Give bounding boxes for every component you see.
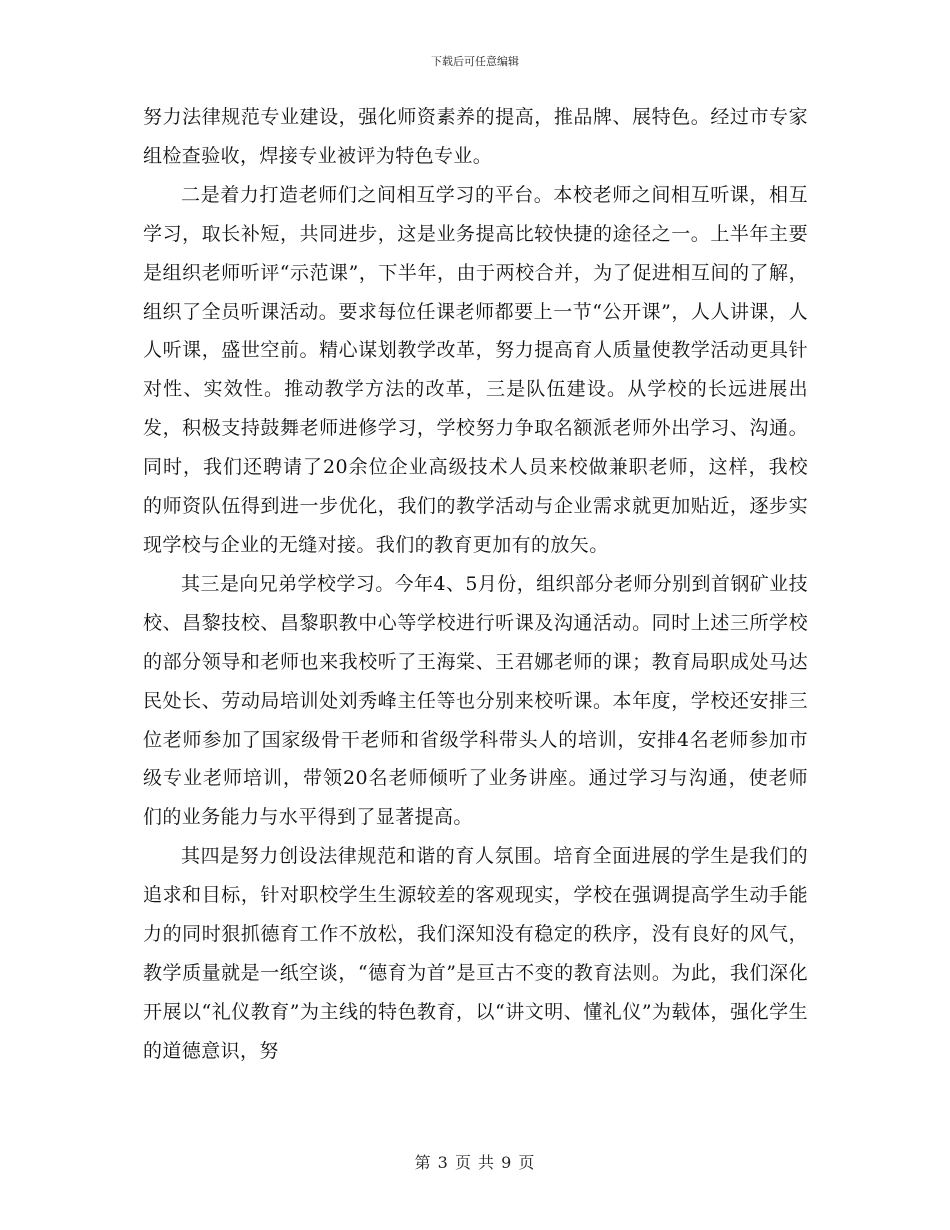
document-body [143, 98, 808, 1071]
paragraph-sister-school-learning: 其三是向兄弟学校学习。今年4、5月份，组织部分老师分别到首钢矿业技校、昌黎技校、昌黎职教中心等学校进行听课及沟通活动。同时上述三所学校的部分领导和老师也来我校听了王海棠、王君娜老师的课；教育局职成处马达民处长、劳动局培训处刘秀峰主任等也分别来校听课。本年度，学校还安排三位老师参加了国家级骨干老师和省级学科带头人的培训，安排4名老师参加市级专业老师培训，带领20名老师倾听了业务讲座。通过学习与沟通，使老师们的业务能力与水平得到了显著提高。 [143, 572, 808, 829]
paragraph-education-atmosphere: 其四是努力创设法律规范和谐的育人氛围。培育全面进展的学生是我们的追求和目标，针对职校学生生源较差的客观现实，学校在强调提高学生动手能力的同时狠抓德育工作不放松，我们深知没有稳定的秩序，没有良好的风气，教学质量就是一纸空谈，“德育为首”是亘古不变的教育法则。为此，我们深化开展以“礼仪教育”为主线的特色教育，以“讲文明、懂礼仪”为载体，强化学生的道德意识，努 [143, 845, 808, 1062]
page-number-footer: 第 3 页 共 9 页 [414, 1153, 536, 1172]
paragraph-teacher-exchange: 二是着力打造老师们之间相互学习的平台。本校老师之间相互听课，相互学习，取长补短，共同进步，这是业务提高比较快捷的途径之一。上半年主要是组织老师听评“示范课”，下半年，由于两校合并，为了促进相互间的了解，组织了全员听课活动。要求每位任课老师都要上一节“公开课”，人人讲课，人人听课，盛世空前。精心谋划教学改革，努力提高育人质量使教学活动更具针对性、实效性。推动教学方法的改革，三是队伍建设。从学校的长远进展出发，积极支持鼓舞老师进修学习，学校努力争取名额派老师外出学习、沟通。同时，我们还聘请了20余位企业高级技术人员来校做兼职老师，这样，我校的师资队伍得到进一步优化，我们的教学活动与企业需求就更加贴近，逐步实现学校与企业的无缝对接。我们的教育更加有的放矢。 [143, 183, 808, 556]
paragraph-continuation: 努力法律规范专业建设，强化师资素养的提高，推品牌、展特色。经过市专家组检查验收，焊接专业被评为特色专业。 [143, 106, 808, 167]
page-header: 下载后可任意编辑 [431, 55, 519, 68]
